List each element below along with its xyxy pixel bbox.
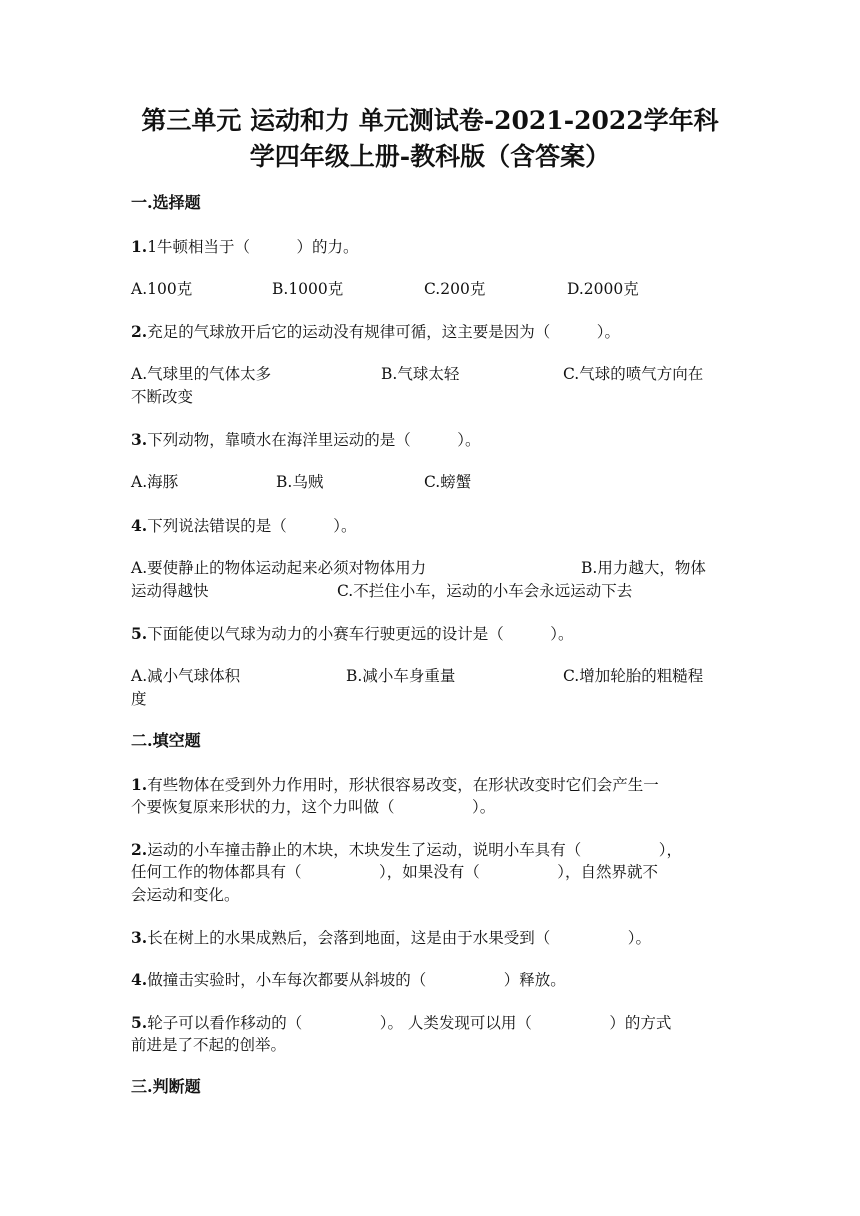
choice-question-1: [131, 235, 731, 259]
question-text: 有些物体在受到外力作用时，形状很容易改变，在形状改变时它们会产生一: [147, 776, 659, 794]
choice-3-option-c: C.螃蟹: [424, 473, 472, 491]
choice-question-5: [131, 622, 731, 646]
choice-question-2: [131, 320, 731, 344]
page-title-line-1: 第三单元 运动和力 单元测试卷-2021-2022学年科: [141, 106, 719, 135]
choice-3-option-b: B.乌贼: [276, 473, 324, 491]
choice-5-option-b: B.减小车身重量: [346, 667, 456, 685]
fill-question-5: [131, 1011, 731, 1035]
question-number: 3.: [131, 928, 148, 947]
fill-question-2-line-2: 任何工作的物体都具有（ ），如果没有（ ），自然界就不: [131, 863, 659, 881]
choice-4-option-b-continued: 运动得越快: [131, 582, 209, 600]
fill-question-5-line-2: 前进是了不起的创举。: [131, 1036, 287, 1054]
question-text: 下面能使以气球为动力的小赛车行驶更远的设计是（ ）。: [147, 625, 574, 643]
choice-4-option-b: B.用力越大，物体: [581, 559, 706, 577]
question-text: 1牛顿相当于（ ）的力。: [147, 238, 359, 256]
choice-2-option-a: A.气球里的气体太多: [131, 365, 272, 383]
question-number: 1.: [131, 237, 148, 256]
fill-question-2: [131, 838, 731, 862]
question-text: 轮子可以看作移动的（ ）。 人类发现可以用（ ）的方式: [147, 1014, 672, 1032]
question-number: 4.: [131, 970, 148, 989]
question-number: 2.: [131, 840, 148, 859]
choice-4-option-c: C.不拦住小车，运动的小车会永远运动下去: [337, 582, 633, 600]
question-number: 1.: [131, 775, 148, 794]
question-text: 做撞击实验时，小车每次都要从斜坡的（ ）释放。: [147, 971, 566, 989]
question-text: 下列说法错误的是（ ）。: [147, 517, 357, 535]
choice-5-option-a: A.减小气球体积: [131, 667, 241, 685]
choice-question-3: [131, 428, 731, 452]
choice-2-option-b: B.气球太轻: [381, 365, 460, 383]
fill-question-2-line-3: 会运动和变化。: [131, 886, 240, 904]
choice-question-4: [131, 514, 731, 538]
fill-question-3: [131, 926, 731, 950]
fill-question-4: [131, 968, 731, 992]
question-number: 5.: [131, 1013, 148, 1032]
question-number: 4.: [131, 516, 148, 535]
fill-question-1-line-2: 个要恢复原来形状的力，这个力叫做（ ）。: [131, 798, 496, 816]
fill-question-1: [131, 773, 731, 797]
choice-5-option-c-continued: 度: [131, 690, 147, 708]
choice-1-option-d: D.2000克: [567, 280, 639, 298]
choice-2-option-c: C.气球的喷气方向在: [563, 365, 704, 383]
question-number: 2.: [131, 322, 148, 341]
choice-1-option-c: C.200克: [424, 280, 486, 298]
section-heading-choice: 一.选择题: [131, 193, 201, 212]
section-heading-judge: 三.判断题: [131, 1077, 201, 1096]
choice-5-option-c: C.增加轮胎的粗糙程: [563, 667, 704, 685]
question-text: 充足的气球放开后它的运动没有规律可循，这主要是因为（ ）。: [147, 323, 620, 341]
question-text: 运动的小车撞击静止的木块，木块发生了运动，说明小车具有（ ），: [147, 841, 682, 859]
choice-3-option-a: A.海豚: [131, 473, 179, 491]
choice-1-option-b: B.1000克: [272, 280, 344, 298]
page-title-line-2: 学四年级上册-教科版（含答案）: [249, 142, 611, 171]
question-number: 5.: [131, 624, 148, 643]
question-number: 3.: [131, 430, 148, 449]
choice-4-option-a: A.要使静止的物体运动起来必须对物体用力: [131, 559, 427, 577]
section-heading-fill: 二.填空题: [131, 731, 201, 750]
choice-1-option-a: A.100克: [131, 280, 193, 298]
choice-2-option-c-continued: 不断改变: [131, 388, 194, 406]
question-text: 长在树上的水果成熟后，会落到地面，这是由于水果受到（ ）。: [147, 929, 651, 947]
question-text: 下列动物，靠喷水在海洋里运动的是（ ）。: [147, 431, 481, 449]
